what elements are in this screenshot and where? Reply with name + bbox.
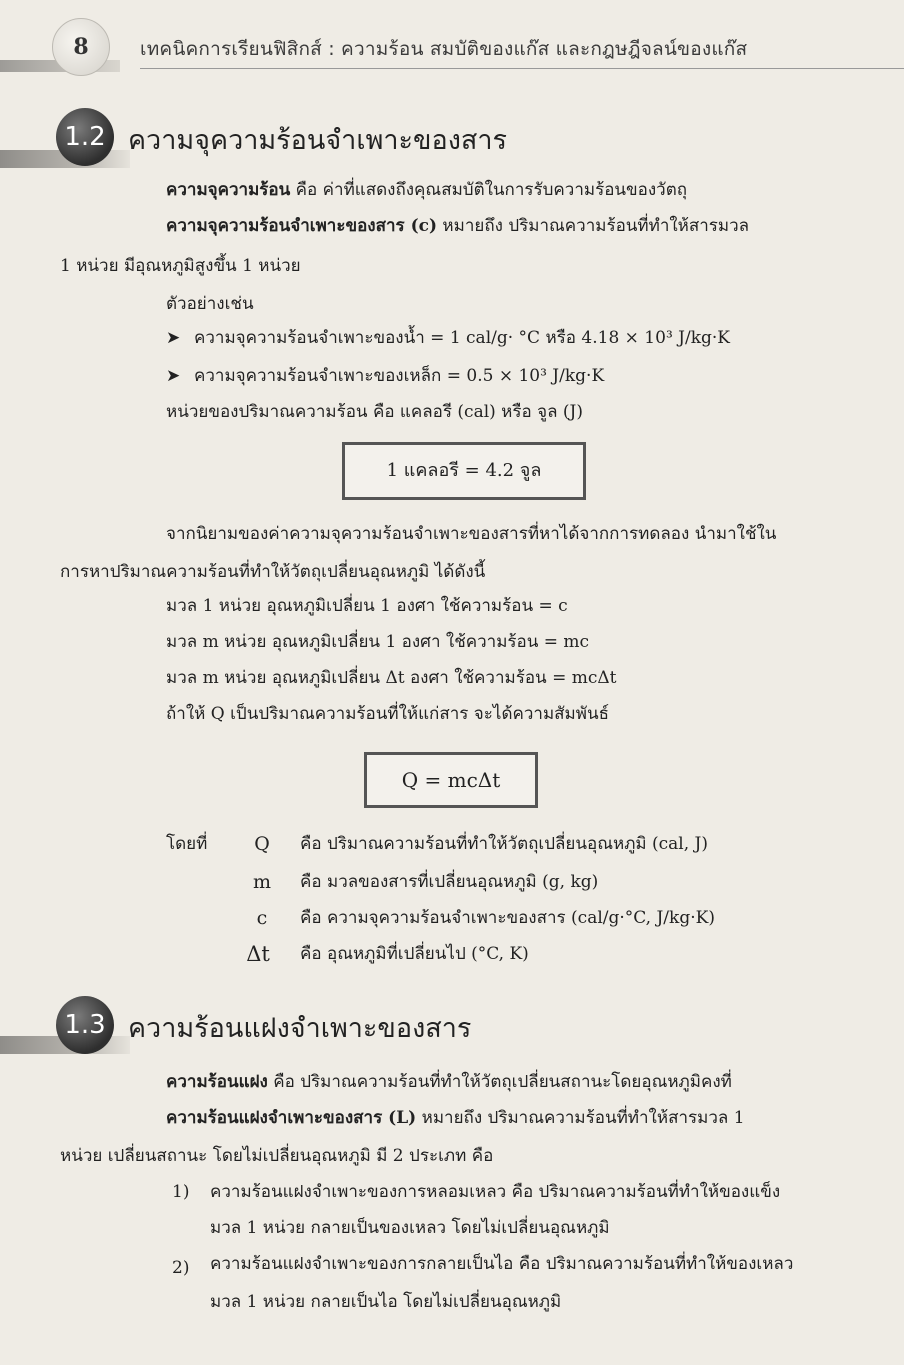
paragraph-specific-heat: ความจุความร้อนจำเพาะของสาร (c) หมายถึง ปริมาณความร้อนที่ทำให้สารมวล: [166, 216, 750, 236]
def-symbol-c: c: [256, 907, 268, 929]
step-1: มวล 1 หน่วย อุณหภูมิเปลี่ยน 1 องศา ใช้ความร้อน = c: [166, 596, 568, 616]
bullet-water: ➤ ความจุความร้อนจำเพาะของน้ำ = 1 cal/g· °C หรือ 4.18 × 10³ J/kg·K: [166, 328, 730, 348]
box-calorie-joule: 1 แคลอรี = 4.2 จูล: [342, 442, 586, 500]
arrow-bullet-icon: ➤: [166, 328, 181, 348]
term-latent-heat: ความร้อนแฝง: [166, 1072, 268, 1092]
header-rule: [140, 68, 904, 69]
paragraph-specific-heat-cont: 1 หน่วย มีอุณหภูมิสูงขึ้น 1 หน่วย: [60, 256, 301, 276]
running-header-title: เทคนิคการเรียนฟิสิกส์ : ความร้อน สมบัติของแก๊ส และกฎษฎีจลน์ของแก๊ส: [140, 38, 748, 60]
paragraph-from-definition: จากนิยามของค่าความจุความร้อนจำเพาะของสารที่หาได้จากการทดลอง นำมาใช้ใน: [166, 524, 777, 544]
box-heat-formula: Q = mcΔt: [364, 752, 538, 808]
def-symbol-m: m: [252, 871, 272, 893]
section-1-3-title: ความร้อนแฝงจำเพาะของสาร: [128, 1013, 472, 1044]
item-2-number: 2): [172, 1258, 190, 1278]
unit-line: หน่วยของปริมาณความร้อน คือ แคลอรี (cal) หรือ จูล (J): [166, 402, 583, 422]
page-number: 8: [52, 18, 110, 76]
def-symbol-delta-t: Δt: [246, 942, 270, 966]
def-text-delta-t: คือ อุณหภูมิที่เปลี่ยนไป (°C, K): [300, 944, 529, 964]
def-symbol-q: Q: [254, 833, 270, 855]
item-2-line-2: มวล 1 หน่วย กลายเป็นไอ โดยไม่เปลี่ยนอุณหภูมิ: [210, 1292, 562, 1312]
step-2: มวล m หน่วย อุณหภูมิเปลี่ยน 1 องศา ใช้ความร้อน = mc: [166, 632, 590, 652]
term-heat-capacity: ความจุความร้อน: [166, 180, 291, 200]
def-text-m: คือ มวลของสารที่เปลี่ยนอุณหภูมิ (g, kg): [300, 872, 599, 892]
term-specific-heat: ความจุความร้อนจำเพาะของสาร (c): [166, 216, 438, 236]
step-3: มวล m หน่วย อุณหภูมิเปลี่ยน Δt องศา ใช้ความร้อน = mcΔt: [166, 668, 617, 688]
section-1-2-title: ความจุความร้อนจำเพาะของสาร: [128, 125, 508, 156]
example-label: ตัวอย่างเช่น: [166, 294, 254, 314]
def-text-q: คือ ปริมาณความร้อนที่ทำให้วัตถุเปลี่ยนอุณหภูมิ (cal, J): [300, 834, 708, 854]
item-1-line-2: มวล 1 หน่วย กลายเป็นของเหลว โดยไม่เปลี่ยนอุณหภูมิ: [210, 1218, 610, 1238]
bullet-iron: ➤ ความจุความร้อนจำเพาะของเหล็ก = 0.5 × 10³ J/kg·K: [166, 366, 605, 386]
section-1-3-number: 1.3: [56, 996, 114, 1054]
item-1-line-1: ความร้อนแฝงจำเพาะของการหลอมเหลว คือ ปริมาณความร้อนที่ทำให้ของแข็ง: [210, 1182, 781, 1202]
item-2-line-1: ความร้อนแฝงจำเพาะของการกลายเป็นไอ คือ ปริมาณความร้อนที่ทำให้ของเหลว: [210, 1254, 794, 1274]
paragraph-specific-latent-heat-cont: หน่วย เปลี่ยนสถานะ โดยไม่เปลี่ยนอุณหภูมิ มี 2 ประเภท คือ: [60, 1146, 494, 1166]
relation-line: ถ้าให้ Q เป็นปริมาณความร้อนที่ให้แก่สาร จะได้ความสัมพันธ์: [166, 704, 609, 724]
arrow-bullet-icon: ➤: [166, 366, 181, 386]
section-1-2-number: 1.2: [56, 108, 114, 166]
item-1-number: 1): [172, 1182, 190, 1202]
paragraph-heat-capacity: ความจุความร้อน คือ ค่าที่แสดงถึงคุณสมบัติในการรับความร้อนของวัตถุ: [166, 180, 688, 200]
where-label: โดยที่: [166, 834, 208, 854]
term-specific-latent-heat: ความร้อนแฝงจำเพาะของสาร (L): [166, 1108, 417, 1128]
def-text-c: คือ ความจุความร้อนจำเพาะของสาร (cal/g·°C, J/kg·K): [300, 908, 715, 928]
paragraph-specific-latent-heat: ความร้อนแฝงจำเพาะของสาร (L) หมายถึง ปริมาณความร้อนที่ทำให้สารมวล 1: [166, 1108, 745, 1128]
paragraph-from-definition-cont: การหาปริมาณความร้อนที่ทำให้วัตถุเปลี่ยนอุณหภูมิ ได้ดังนี้: [60, 562, 486, 582]
paragraph-latent-heat: ความร้อนแฝง คือ ปริมาณความร้อนที่ทำให้วัตถุเปลี่ยนสถานะโดยอุณหภูมิคงที่: [166, 1072, 732, 1092]
